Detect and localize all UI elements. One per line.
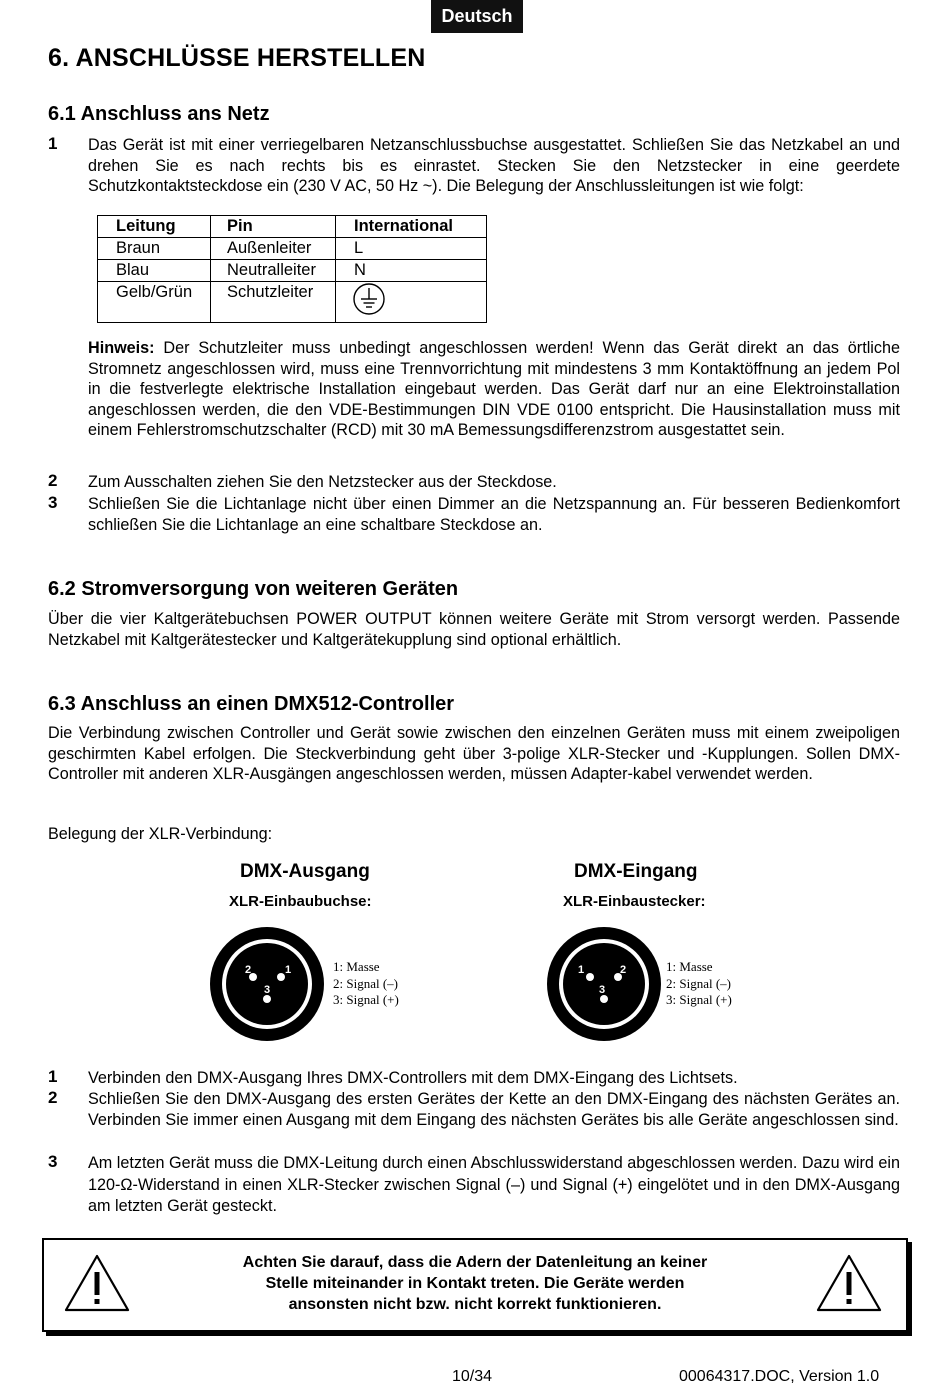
pin-legend-item: 2: Signal (–) <box>333 975 398 991</box>
warning-triangle-icon <box>62 1252 132 1314</box>
item-number: 1 <box>48 1067 58 1086</box>
dmx-text: Die Verbindung zwischen Controller und Gerät sowie zwischen den einzelnen Geräten muss mit einem zweipoligen geschirmten Kabel erfolgen. Die Steckverbindung geht über 3-polige XLR-Stecker und -Kupplungen. Sollen DMX-Controller mit anderen XLR-Ausgängen angeschlossen werden, müssen Adapter-kabel verwendet werden. <box>48 724 900 783</box>
warning-line: Stelle miteinander in Kontakt treten. Die Geräte werden <box>265 1275 685 1292</box>
table-cell: Braun <box>98 238 211 260</box>
chapter-title: 6. ANSCHLÜSSE HERSTELLEN <box>48 44 426 72</box>
table-cell: Blau <box>98 260 211 282</box>
dmx-step-1: Verbinden den DMX-Ausgang Ihres DMX-Controllers mit dem DMX-Eingang des Lichtsets. <box>88 1069 738 1087</box>
pin-legend-item: 1: Masse <box>666 959 713 974</box>
note-label: Hinweis: <box>88 339 155 357</box>
dmx-input-title: DMX-Eingang <box>574 861 698 882</box>
warning-line: ansonsten nicht bzw. nicht korrekt funktionieren. <box>288 1296 662 1313</box>
item-number: 3 <box>48 1152 58 1171</box>
pin-label: 2 <box>619 964 627 976</box>
language-badge: Deutsch <box>431 0 523 33</box>
pin-label: 2 <box>244 964 252 976</box>
safety-note <box>88 338 900 441</box>
pin-label: 3 <box>263 984 271 996</box>
pin-label: 1 <box>577 964 585 976</box>
item-number: 3 <box>48 493 58 512</box>
table-header: International <box>336 216 487 238</box>
dmx-input-subtitle: XLR-Einbaustecker: <box>563 893 706 910</box>
table-cell: Schutzleiter <box>211 282 336 323</box>
pin-legend-item: 3: Signal (+) <box>333 992 399 1007</box>
table-cell-ground <box>336 282 487 323</box>
table-header: Pin <box>211 216 336 238</box>
document-version: 00064317.DOC, Version 1.0 <box>679 1368 880 1385</box>
dimmer-instruction: Schließen Sie die Lichtanlage nicht über einen Dimmer an die Netzspannung an. Für besseren Bedienkomfort schließen Sie die Lichtanlage an eine schaltbare Steckdose an. <box>88 495 900 534</box>
section-title-power-output: 6.2 Stromversorgung von weiteren Geräten <box>48 578 459 600</box>
table-cell: L <box>336 238 487 260</box>
item-number: 1 <box>48 134 58 153</box>
output-pin-legend <box>333 959 399 1009</box>
xlr-female-socket-icon <box>208 925 326 1043</box>
dmx-output-title: DMX-Ausgang <box>240 861 370 882</box>
warning-triangle-icon <box>814 1252 884 1314</box>
table-cell: Neutralleiter <box>211 260 336 282</box>
table-cell: Gelb/Grün <box>98 282 211 323</box>
section-title-dmx: 6.3 Anschluss an einen DMX512-Controller <box>48 693 455 715</box>
section-title-power: 6.1 Anschluss ans Netz <box>48 103 270 125</box>
pin-legend-item: 2: Signal (–) <box>666 975 731 991</box>
xlr-male-plug-icon <box>545 925 663 1043</box>
warning-line: Achten Sie darauf, dass die Adern der Datenleitung an keiner <box>242 1254 708 1271</box>
item-number: 2 <box>48 1088 58 1107</box>
dmx-step-3: Am letzten Gerät muss die DMX-Leitung durch einen Abschlusswiderstand abgeschlossen werden. Dazu wird ein 120-Ω-Widerstand in einen XLR-Stecker zwischen Signal (–) und Signal (+) eingelötet und in den DMX-Ausgang am letzten Gerät gesteckt. <box>88 1154 900 1215</box>
pin-label: 3 <box>598 984 606 996</box>
unplug-instruction: Zum Ausschalten ziehen Sie den Netzstecker aus der Steckdose. <box>88 473 557 491</box>
xlr-intro: Belegung der XLR-Verbindung: <box>48 825 273 843</box>
table-row <box>98 260 487 282</box>
power-instructions: Das Gerät ist mit einer verriegelbaren Netzanschlussbuchse ausgestattet. Schließen Sie das Netzkabel an und drehen Sie es nach rechts bis es einrastet. Stecken Sie den Netzstecker in eine geerdete Schutzkontaktsteckdose ein (230 V AC, 50 Hz ~). Die Belegung der Anschlussleitungen ist wie folgt: <box>88 136 900 195</box>
table-header: Leitung <box>98 216 211 238</box>
page-number: 10/34 <box>452 1368 493 1385</box>
table-row <box>98 282 487 323</box>
pin-legend-item: 1: Masse <box>333 959 380 974</box>
protective-earth-icon <box>352 282 386 316</box>
dmx-output-subtitle: XLR-Einbaubuchse: <box>229 893 372 910</box>
table-header-row <box>98 216 487 238</box>
power-output-text: Über die vier Kaltgerätebuchsen POWER OUTPUT können weitere Geräte mit Strom versorgt werden. Passende Netzkabel mit Kaltgerätestecker und Kaltgerätekupplung sind optional erhältlich. <box>48 610 900 649</box>
item-number: 2 <box>48 471 58 490</box>
table-row <box>98 238 487 260</box>
pin-label: 1 <box>284 964 292 976</box>
wiring-table <box>97 215 487 323</box>
table-cell: Außenleiter <box>211 238 336 260</box>
pin-legend-item: 3: Signal (+) <box>666 992 732 1007</box>
warning-text <box>190 1252 760 1315</box>
input-pin-legend <box>666 959 732 1009</box>
note-text: Der Schutzleiter muss unbedingt angeschlossen werden! Wenn das Gerät direkt an das örtliche Stromnetz angeschlossen wird, muss eine Trennvorrichtung mit mindestens 3 mm Kontaktöffnung an jedem Pol in die festverlegte elektrische Installation eingebaut werden. Das Gerät darf nur an eine Elektroinstallation angeschlossen werden, die den VDE-Bestimmungen DIN VDE 0100 entspricht. Die Hausinstallation muss mit einem Fehlerstromschutzschalter (RCD) mit 30 mA Bemessungsdifferenzstrom ausgestattet sein. <box>88 339 900 439</box>
table-cell: N <box>336 260 487 282</box>
dmx-step-2: Schließen Sie den DMX-Ausgang des ersten Gerätes der Kette an den DMX-Eingang des nächsten Gerätes an. Verbinden Sie immer einen Ausgang mit dem Eingang des nächsten Gerätes bis alle Geräte angeschlossen sind. <box>88 1090 900 1129</box>
